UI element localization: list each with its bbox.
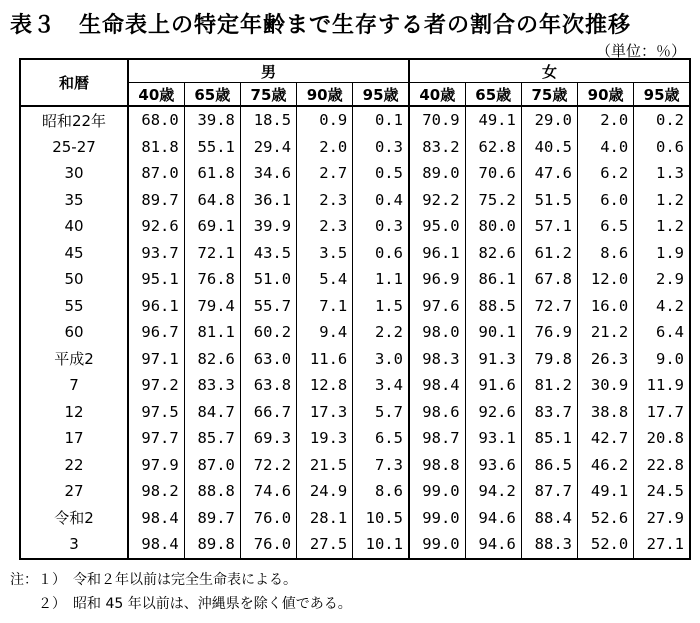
male-value-cell: 3.4	[353, 372, 409, 399]
table-row	[20, 505, 690, 532]
table-row	[20, 266, 690, 293]
female-value-cell: 94.6	[465, 531, 521, 559]
female-value-cell: 83.7	[521, 399, 577, 426]
female-value-cell: 83.2	[409, 134, 465, 161]
male-value-cell: 5.7	[353, 399, 409, 426]
male-age-header: 95歳	[353, 83, 409, 107]
female-value-cell: 82.6	[465, 240, 521, 267]
female-value-cell: 96.9	[409, 266, 465, 293]
male-value-cell: 34.6	[240, 160, 296, 187]
female-value-cell: 46.2	[578, 452, 634, 479]
female-value-cell: 91.3	[465, 346, 521, 373]
female-value-cell: 4.2	[634, 293, 690, 320]
male-value-cell: 87.0	[128, 160, 184, 187]
male-value-cell: 72.1	[184, 240, 240, 267]
male-age-header: 65歳	[184, 83, 240, 107]
male-age-header: 75歳	[240, 83, 296, 107]
female-value-cell: 0.6	[634, 134, 690, 161]
female-value-cell: 6.4	[634, 319, 690, 346]
female-value-cell: 86.5	[521, 452, 577, 479]
male-value-cell: 55.7	[240, 293, 296, 320]
female-value-cell: 88.3	[521, 531, 577, 559]
female-value-cell: 67.8	[521, 266, 577, 293]
female-value-cell: 97.6	[409, 293, 465, 320]
table-row	[20, 346, 690, 373]
female-value-cell: 88.4	[521, 505, 577, 532]
table-row	[20, 425, 690, 452]
era-cell: 27	[20, 478, 128, 505]
female-value-cell: 26.3	[578, 346, 634, 373]
female-value-cell: 8.6	[578, 240, 634, 267]
female-value-cell: 94.2	[465, 478, 521, 505]
female-value-cell: 1.2	[634, 213, 690, 240]
female-age-header: 90歳	[578, 83, 634, 107]
male-value-cell: 72.2	[240, 452, 296, 479]
male-value-cell: 95.1	[128, 266, 184, 293]
era-column-header: 和暦	[20, 59, 128, 106]
footnote-2: ２） 昭和 45 年以前は、沖縄県を除く値である。	[10, 596, 352, 612]
male-value-cell: 83.3	[184, 372, 240, 399]
female-value-cell: 92.6	[465, 399, 521, 426]
female-value-cell: 22.8	[634, 452, 690, 479]
male-value-cell: 98.4	[128, 505, 184, 532]
era-cell: 7	[20, 372, 128, 399]
table-body	[20, 106, 690, 559]
female-value-cell: 1.3	[634, 160, 690, 187]
male-value-cell: 63.0	[240, 346, 296, 373]
male-value-cell: 29.4	[240, 134, 296, 161]
male-value-cell: 0.1	[353, 106, 409, 134]
male-value-cell: 9.4	[297, 319, 353, 346]
male-value-cell: 2.0	[297, 134, 353, 161]
era-cell: 昭和22年	[20, 106, 128, 134]
male-value-cell: 8.6	[353, 478, 409, 505]
female-value-cell: 29.0	[521, 106, 577, 134]
male-value-cell: 18.5	[240, 106, 296, 134]
male-value-cell: 66.7	[240, 399, 296, 426]
female-value-cell: 38.8	[578, 399, 634, 426]
female-value-cell: 70.9	[409, 106, 465, 134]
male-value-cell: 2.2	[353, 319, 409, 346]
female-age-header: 95歳	[634, 83, 690, 107]
female-value-cell: 52.6	[578, 505, 634, 532]
male-value-cell: 24.9	[297, 478, 353, 505]
male-value-cell: 0.4	[353, 187, 409, 214]
table-row	[20, 452, 690, 479]
female-value-cell: 89.0	[409, 160, 465, 187]
male-value-cell: 51.0	[240, 266, 296, 293]
male-value-cell: 28.1	[297, 505, 353, 532]
female-value-cell: 99.0	[409, 505, 465, 532]
female-value-cell: 20.8	[634, 425, 690, 452]
female-value-cell: 98.0	[409, 319, 465, 346]
female-value-cell: 85.1	[521, 425, 577, 452]
male-value-cell: 89.7	[128, 187, 184, 214]
female-value-cell: 17.7	[634, 399, 690, 426]
table-row	[20, 531, 690, 559]
female-value-cell: 27.1	[634, 531, 690, 559]
male-value-cell: 39.8	[184, 106, 240, 134]
male-value-cell: 0.5	[353, 160, 409, 187]
female-value-cell: 86.1	[465, 266, 521, 293]
female-value-cell: 98.4	[409, 372, 465, 399]
female-value-cell: 62.8	[465, 134, 521, 161]
female-value-cell: 92.2	[409, 187, 465, 214]
male-value-cell: 98.2	[128, 478, 184, 505]
male-value-cell: 97.9	[128, 452, 184, 479]
male-value-cell: 69.1	[184, 213, 240, 240]
male-value-cell: 2.7	[297, 160, 353, 187]
female-value-cell: 91.6	[465, 372, 521, 399]
table-row	[20, 478, 690, 505]
male-value-cell: 96.1	[128, 293, 184, 320]
male-value-cell: 93.7	[128, 240, 184, 267]
table-row	[20, 240, 690, 267]
table-row	[20, 134, 690, 161]
male-value-cell: 81.1	[184, 319, 240, 346]
female-value-cell: 40.5	[521, 134, 577, 161]
male-value-cell: 63.8	[240, 372, 296, 399]
female-value-cell: 90.1	[465, 319, 521, 346]
male-value-cell: 97.2	[128, 372, 184, 399]
female-value-cell: 21.2	[578, 319, 634, 346]
male-value-cell: 81.8	[128, 134, 184, 161]
male-age-header: 90歳	[297, 83, 353, 107]
male-value-cell: 76.8	[184, 266, 240, 293]
male-value-cell: 61.8	[184, 160, 240, 187]
male-value-cell: 92.6	[128, 213, 184, 240]
female-value-cell: 42.7	[578, 425, 634, 452]
table-row	[20, 213, 690, 240]
male-value-cell: 1.5	[353, 293, 409, 320]
male-value-cell: 17.3	[297, 399, 353, 426]
female-value-cell: 87.7	[521, 478, 577, 505]
female-value-cell: 4.0	[578, 134, 634, 161]
era-cell: 45	[20, 240, 128, 267]
male-value-cell: 2.3	[297, 213, 353, 240]
era-cell: 60	[20, 319, 128, 346]
unit-label: （単位：％）	[595, 42, 686, 60]
female-value-cell: 6.0	[578, 187, 634, 214]
female-value-cell: 1.2	[634, 187, 690, 214]
female-value-cell: 88.5	[465, 293, 521, 320]
male-value-cell: 3.5	[297, 240, 353, 267]
male-value-cell: 60.2	[240, 319, 296, 346]
female-value-cell: 98.8	[409, 452, 465, 479]
female-value-cell: 80.0	[465, 213, 521, 240]
female-value-cell: 94.6	[465, 505, 521, 532]
female-value-cell: 99.0	[409, 531, 465, 559]
female-value-cell: 1.9	[634, 240, 690, 267]
era-cell: 50	[20, 266, 128, 293]
male-value-cell: 76.0	[240, 531, 296, 559]
female-value-cell: 2.9	[634, 266, 690, 293]
footnote-1: 注：１） 令和２年以前は完全生命表による。	[10, 572, 297, 588]
table-row	[20, 160, 690, 187]
table-row	[20, 399, 690, 426]
female-value-cell: 79.8	[521, 346, 577, 373]
male-value-cell: 79.4	[184, 293, 240, 320]
female-value-cell: 57.1	[521, 213, 577, 240]
male-value-cell: 82.6	[184, 346, 240, 373]
male-value-cell: 0.6	[353, 240, 409, 267]
male-value-cell: 85.7	[184, 425, 240, 452]
male-value-cell: 7.3	[353, 452, 409, 479]
era-cell: 30	[20, 160, 128, 187]
female-value-cell: 98.6	[409, 399, 465, 426]
female-value-cell: 52.0	[578, 531, 634, 559]
female-value-cell: 81.2	[521, 372, 577, 399]
male-value-cell: 55.1	[184, 134, 240, 161]
male-header: 男	[128, 59, 409, 83]
female-value-cell: 93.1	[465, 425, 521, 452]
sex-header-row	[20, 59, 690, 83]
female-value-cell: 98.3	[409, 346, 465, 373]
female-value-cell: 76.9	[521, 319, 577, 346]
female-value-cell: 93.6	[465, 452, 521, 479]
male-value-cell: 96.7	[128, 319, 184, 346]
era-cell: 55	[20, 293, 128, 320]
era-cell: 35	[20, 187, 128, 214]
male-value-cell: 0.9	[297, 106, 353, 134]
era-cell: 17	[20, 425, 128, 452]
male-value-cell: 11.6	[297, 346, 353, 373]
male-value-cell: 97.5	[128, 399, 184, 426]
male-value-cell: 98.4	[128, 531, 184, 559]
era-cell: 3	[20, 531, 128, 559]
female-value-cell: 11.9	[634, 372, 690, 399]
male-value-cell: 27.5	[297, 531, 353, 559]
male-value-cell: 10.1	[353, 531, 409, 559]
table-row	[20, 187, 690, 214]
female-value-cell: 99.0	[409, 478, 465, 505]
male-value-cell: 97.7	[128, 425, 184, 452]
female-age-header: 75歳	[521, 83, 577, 107]
female-value-cell: 49.1	[578, 478, 634, 505]
male-value-cell: 89.8	[184, 531, 240, 559]
era-cell: 平成2	[20, 346, 128, 373]
female-value-cell: 49.1	[465, 106, 521, 134]
female-value-cell: 12.0	[578, 266, 634, 293]
male-value-cell: 12.8	[297, 372, 353, 399]
male-value-cell: 74.6	[240, 478, 296, 505]
era-cell: 22	[20, 452, 128, 479]
female-value-cell: 96.1	[409, 240, 465, 267]
male-value-cell: 64.8	[184, 187, 240, 214]
era-cell: 令和2	[20, 505, 128, 532]
female-value-cell: 27.9	[634, 505, 690, 532]
male-value-cell: 3.0	[353, 346, 409, 373]
female-value-cell: 6.5	[578, 213, 634, 240]
male-value-cell: 0.3	[353, 134, 409, 161]
male-value-cell: 88.8	[184, 478, 240, 505]
female-value-cell: 47.6	[521, 160, 577, 187]
female-value-cell: 95.0	[409, 213, 465, 240]
male-value-cell: 1.1	[353, 266, 409, 293]
female-value-cell: 75.2	[465, 187, 521, 214]
page-title: 表３ 生命表上の特定年齢まで生存する者の割合の年次推移	[10, 13, 632, 38]
female-age-header: 40歳	[409, 83, 465, 107]
male-value-cell: 89.7	[184, 505, 240, 532]
male-value-cell: 6.5	[353, 425, 409, 452]
male-value-cell: 69.3	[240, 425, 296, 452]
male-value-cell: 10.5	[353, 505, 409, 532]
female-value-cell: 0.2	[634, 106, 690, 134]
female-value-cell: 9.0	[634, 346, 690, 373]
female-value-cell: 51.5	[521, 187, 577, 214]
male-value-cell: 39.9	[240, 213, 296, 240]
female-header: 女	[409, 59, 690, 83]
male-value-cell: 84.7	[184, 399, 240, 426]
male-value-cell: 21.5	[297, 452, 353, 479]
era-cell: 40	[20, 213, 128, 240]
table-row	[20, 319, 690, 346]
male-value-cell: 0.3	[353, 213, 409, 240]
male-value-cell: 97.1	[128, 346, 184, 373]
table-row	[20, 293, 690, 320]
era-cell: 25-27	[20, 134, 128, 161]
era-cell: 12	[20, 399, 128, 426]
female-value-cell: 2.0	[578, 106, 634, 134]
table-row	[20, 372, 690, 399]
female-value-cell: 6.2	[578, 160, 634, 187]
male-value-cell: 5.4	[297, 266, 353, 293]
female-value-cell: 24.5	[634, 478, 690, 505]
female-value-cell: 30.9	[578, 372, 634, 399]
male-value-cell: 43.5	[240, 240, 296, 267]
table-row	[20, 106, 690, 134]
male-value-cell: 36.1	[240, 187, 296, 214]
male-value-cell: 87.0	[184, 452, 240, 479]
female-value-cell: 98.7	[409, 425, 465, 452]
male-value-cell: 76.0	[240, 505, 296, 532]
male-value-cell: 7.1	[297, 293, 353, 320]
female-value-cell: 16.0	[578, 293, 634, 320]
female-value-cell: 72.7	[521, 293, 577, 320]
male-age-header: 40歳	[128, 83, 184, 107]
survival-table	[19, 58, 691, 560]
male-value-cell: 2.3	[297, 187, 353, 214]
male-value-cell: 68.0	[128, 106, 184, 134]
male-value-cell: 19.3	[297, 425, 353, 452]
female-value-cell: 70.6	[465, 160, 521, 187]
female-age-header: 65歳	[465, 83, 521, 107]
female-value-cell: 61.2	[521, 240, 577, 267]
